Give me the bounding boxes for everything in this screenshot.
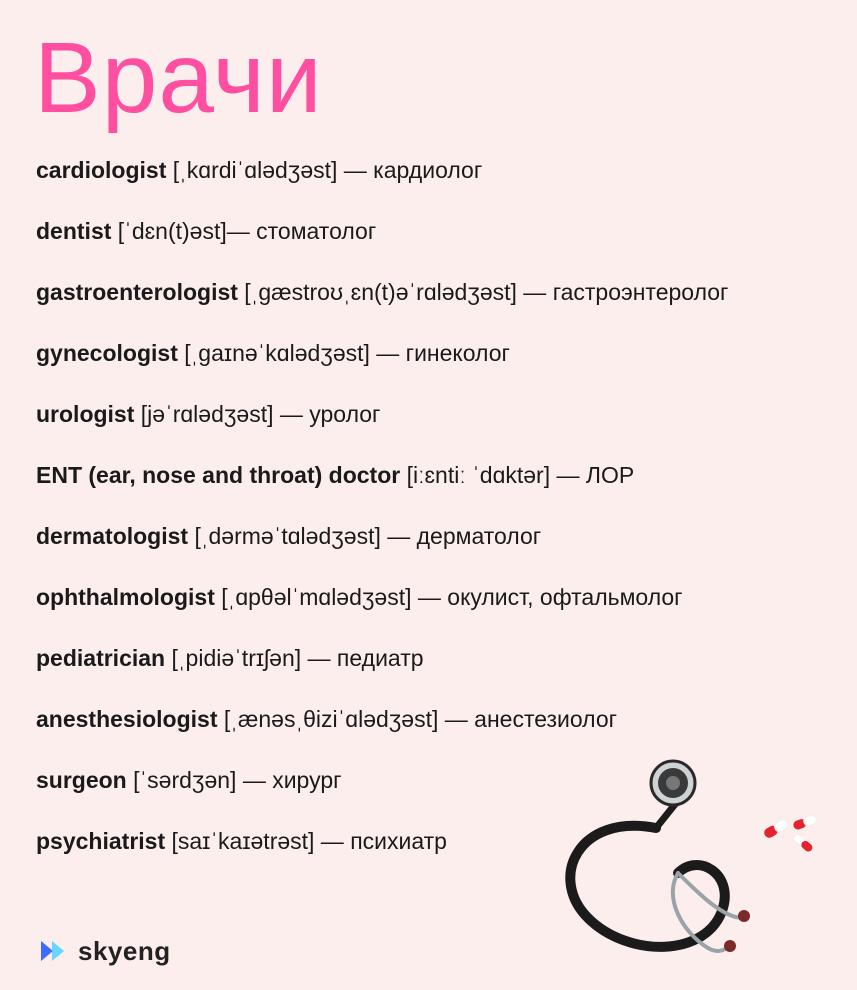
list-item: [36, 701, 846, 762]
term: ENT (ear, nose and throat) doctor: [36, 462, 401, 488]
list-item: [36, 152, 846, 213]
brand-logo: [38, 935, 171, 967]
term: dentist: [36, 218, 112, 244]
term: anesthesiologist: [36, 706, 218, 732]
list-item: [36, 335, 846, 396]
transcription-translation: [jəˈrɑlədʒəst] — уролог: [134, 401, 381, 427]
transcription-translation: [ˌɑpθəlˈmɑlədʒəst] — окулист, офтальмолог: [214, 584, 683, 610]
term: ophthalmologist: [36, 584, 215, 610]
transcription-translation: [iːɛntiː ˈdɑktər] — ЛОР: [400, 462, 635, 488]
transcription-translation: [ˌænəsˌθiziˈɑlədʒəst] — анестезиолог: [217, 706, 618, 732]
transcription-translation: [ˌɡæstroʊˌɛn(t)əˈrɑlədʒəst] — гастроэнтеролог: [237, 279, 729, 305]
page-title: Врачи: [34, 22, 323, 134]
pills-icon: [758, 805, 828, 855]
transcription-translation: [ˌɡaɪnəˈkɑlədʒəst] — гинеколог: [177, 340, 510, 366]
list-item: [36, 457, 846, 518]
skyeng-logo-icon: [38, 935, 70, 967]
brand-name: skyeng: [78, 935, 171, 966]
transcription-translation: [ˌkɑrdiˈɑlədʒəst] — кардиолог: [166, 157, 483, 183]
transcription-translation: [saɪˈkaɪətrəst] — психиатр: [165, 828, 447, 854]
transcription-translation: [ˈdɛn(t)əst]— стоматолог: [111, 218, 377, 244]
list-item: [36, 396, 846, 457]
term: dermatologist: [36, 523, 189, 549]
list-item: [36, 579, 846, 640]
term: surgeon: [36, 767, 127, 793]
transcription-translation: [ˌdərməˈtɑlədʒəst] — дерматолог: [188, 523, 542, 549]
list-item: [36, 213, 846, 274]
transcription-translation: [ˌpidiəˈtrɪʃən] — педиатр: [165, 645, 424, 671]
term: cardiologist: [36, 157, 167, 183]
term: pediatrician: [36, 645, 166, 671]
transcription-translation: [ˈsərdʒən] — хирург: [126, 767, 342, 793]
list-item: [36, 640, 846, 701]
term: urologist: [36, 401, 135, 427]
list-item: [36, 274, 846, 335]
term: gynecologist: [36, 340, 178, 366]
list-item: [36, 518, 846, 579]
term: psychiatrist: [36, 828, 166, 854]
term: gastroenterologist: [36, 279, 238, 305]
stethoscope-icon: [548, 758, 848, 968]
